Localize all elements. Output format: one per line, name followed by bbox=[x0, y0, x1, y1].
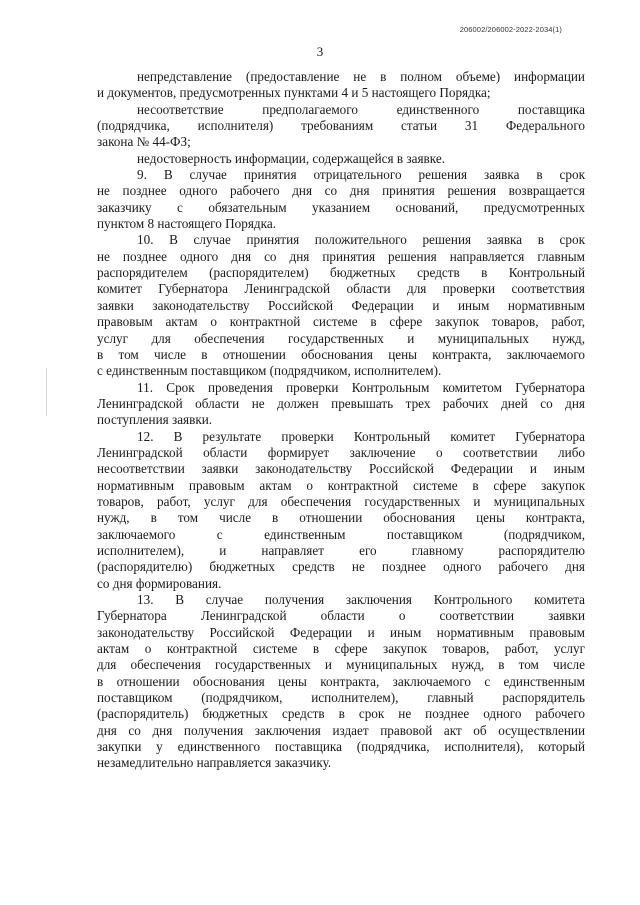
paragraph-item-13 bbox=[97, 592, 585, 772]
text-line: с единственным поставщиком (подрядчиком, исполнителем). bbox=[97, 363, 442, 379]
text-line: правовым актам о контрактной системе в сфере закупок товаров, работ, bbox=[97, 314, 585, 330]
text-line: услуг для обеспечения государственных и муниципальных нужд, bbox=[97, 330, 585, 346]
text-line: (подрядчика, исполнителя) требованиям статьи 31 Федерального bbox=[97, 118, 585, 134]
text-line: Ленинградской области формирует заключение о соответствии либо bbox=[97, 444, 585, 460]
paragraph-item-11 bbox=[97, 380, 585, 429]
text-line: распорядителем (распорядителем) бюджетных средств в Контрольный bbox=[97, 265, 585, 281]
page-number: 3 bbox=[316, 44, 324, 59]
text-line: 9. В случае принятия отрицательного решения заявка в срок bbox=[137, 167, 585, 183]
document-body bbox=[97, 69, 585, 772]
text-line: недостоверность информации, содержащейся в заявке. bbox=[137, 150, 446, 166]
text-line: в отношении обоснования цены контракта, заключаемого с единственным bbox=[97, 673, 585, 689]
text-line: пунктом 8 настоящего Порядка. bbox=[97, 216, 276, 232]
text-line: для обеспечения государственных и муниципальных нужд, в том числе bbox=[97, 657, 585, 673]
paragraph-item-12 bbox=[97, 429, 585, 592]
text-line: 11. Срок проведения проверки Контрольным комитетом Губернатора bbox=[137, 379, 585, 395]
paragraph-non-compliance bbox=[97, 102, 585, 151]
text-line: незамедлительно направляется заказчику. bbox=[97, 755, 332, 771]
text-line: 13. В случае получения заключения Контрольного комитета bbox=[137, 592, 585, 607]
text-line: заключаемого с единственным поставщиком (подрядчиком, bbox=[97, 526, 585, 542]
text-line: (распорядителю) бюджетных средств не позднее одного рабочего дня bbox=[97, 559, 585, 575]
text-line: не позднее одного дня со дня принятия решения направляется главным bbox=[97, 248, 585, 264]
text-line: поставщиком (подрядчиком, исполнителем), главный распорядитель bbox=[97, 690, 585, 706]
paragraph-item-9 bbox=[97, 167, 585, 232]
text-line: в том числе в отношении обоснования цены контракта, заключаемого bbox=[97, 346, 585, 362]
text-line: нужд, в том числе в отношении обоснования цены контракта, bbox=[97, 510, 585, 526]
text-line: поступления заявки. bbox=[97, 412, 213, 428]
text-line: закона № 44-ФЗ; bbox=[97, 134, 191, 150]
text-line: со дня формирования. bbox=[97, 575, 222, 591]
text-line: не позднее одного рабочего дня со дня принятия решения возвращается bbox=[97, 183, 585, 199]
text-line: несоответствии заявки законодательству Российской Федерации и иным bbox=[97, 461, 585, 477]
text-line: товаров, работ, услуг для обеспечения государственных и муниципальных bbox=[97, 493, 585, 509]
paragraph-non-submission bbox=[97, 69, 585, 102]
margin-mark bbox=[46, 368, 47, 416]
text-line: Ленинградской области не должен превышать трех рабочих дней со дня bbox=[97, 395, 585, 411]
text-line: 12. В результате проверки Контрольный комитет Губернатора bbox=[137, 428, 585, 444]
text-line: заказчику с обязательным указанием оснований, предусмотренных bbox=[97, 199, 585, 215]
text-line: (распорядитель) бюджетных средств в срок не позднее одного рабочего bbox=[97, 706, 585, 722]
paragraph-item-10 bbox=[97, 232, 585, 379]
text-line: Губернатора Ленинградской области о соответствии заявки bbox=[97, 608, 585, 624]
text-line: законодательству Российской Федерации и иным нормативным правовым bbox=[97, 624, 585, 640]
text-line: несоответствие предполагаемого единственного поставщика bbox=[137, 101, 585, 117]
text-line: дня со дня получения заключения издает правовой акт об осуществлении bbox=[97, 722, 585, 738]
text-line: комитет Губернатора Ленинградской области для проверки соответствия bbox=[97, 281, 585, 297]
document-id: 206002/206002-2022-2034(1) bbox=[459, 25, 562, 34]
text-line: исполнителем), и направляет его главному распорядителю bbox=[97, 542, 585, 558]
text-line: актам о контрактной системе в сфере закупок товаров, работ, услуг bbox=[97, 641, 585, 657]
text-line: 10. В случае принятия положительного решения заявка в срок bbox=[137, 232, 585, 248]
text-line: нормативным правовым актам о контрактной системе в сфере закупок bbox=[97, 477, 585, 493]
text-line: закупки у единственного поставщика (подрядчика, исполнителя), который bbox=[97, 739, 585, 755]
text-line: заявки законодательству Российской Федерации и иным нормативным bbox=[97, 297, 585, 313]
paragraph-unreliability bbox=[97, 151, 585, 167]
text-line: непредставление (предоставление не в полном объеме) информации bbox=[137, 69, 585, 84]
text-line: и документов, предусмотренных пунктами 4 и 5 настоящего Порядка; bbox=[97, 85, 491, 101]
